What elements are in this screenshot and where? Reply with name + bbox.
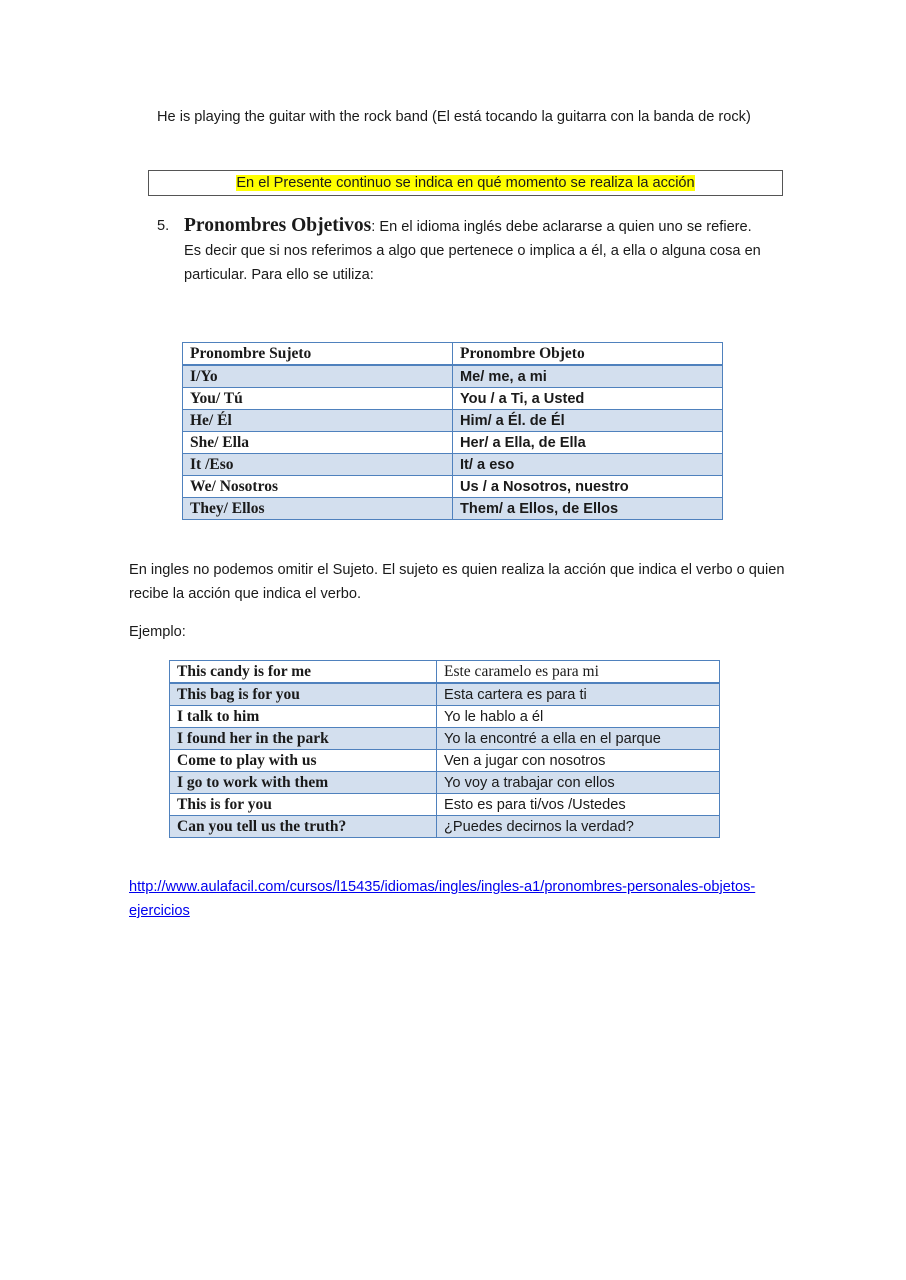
table-cell: She/ Ella <box>183 432 453 454</box>
table-cell: Him/ a Él. de Él <box>453 410 723 432</box>
section-heading: Pronombres Objetivos <box>184 215 372 236</box>
table-cell: He/ Él <box>183 410 453 432</box>
table-row <box>170 794 720 816</box>
source-link[interactable]: http://www.aulafacil.com/cursos/l15435/idiomas/ingles/ingles-a1/pronombres-personales-objetos-ejercicios <box>129 879 756 919</box>
table-cell: It/ a eso <box>453 454 723 476</box>
table-cell: Yo la encontré a ella en el parque <box>437 728 720 750</box>
table-cell: Them/ a Ellos, de Ellos <box>453 498 723 520</box>
table-cell: You / a Ti, a Usted <box>453 388 723 410</box>
table-row <box>183 498 723 520</box>
header-cell: Este caramelo es para mi <box>437 661 720 684</box>
table-cell: I talk to him <box>170 706 437 728</box>
table-cell: I found her in the park <box>170 728 437 750</box>
table-cell: We/ Nosotros <box>183 476 453 498</box>
table-cell: Ven a jugar con nosotros <box>437 750 720 772</box>
example-table <box>169 660 720 838</box>
section-paragraph <box>184 214 764 287</box>
table-cell: Esto es para ti/vos /Ustedes <box>437 794 720 816</box>
header-cell: Pronombre Sujeto <box>183 343 453 366</box>
subject-paragraph: En ingles no podemos omitir el Sujeto. El sujeto es quien realiza la acción que indica el verbo o quien recibe la acción que indica el verbo. <box>129 562 785 602</box>
table-row <box>183 476 723 498</box>
pronoun-table <box>182 342 723 520</box>
highlight-note-box <box>148 170 783 196</box>
table-row <box>183 410 723 432</box>
table-cell: I/Yo <box>183 365 453 388</box>
table-row <box>170 816 720 838</box>
intro-sentence: He is playing the guitar with the rock band (El está tocando la guitarra con la banda de rock) <box>157 109 751 125</box>
table-cell: Come to play with us <box>170 750 437 772</box>
table-header-row <box>170 661 720 684</box>
table-cell: Esta cartera es para ti <box>437 683 720 706</box>
table-cell: Her/ a Ella, de Ella <box>453 432 723 454</box>
table-cell: Can you tell us the truth? <box>170 816 437 838</box>
table-row <box>183 454 723 476</box>
table-row <box>170 750 720 772</box>
table-header-row <box>183 343 723 366</box>
example-label: Ejemplo: <box>129 624 186 640</box>
table-cell: Us / a Nosotros, nuestro <box>453 476 723 498</box>
table-cell: They/ Ellos <box>183 498 453 520</box>
header-cell: Pronombre Objeto <box>453 343 723 366</box>
highlight-note: En el Presente continuo se indica en qué momento se realiza la acción <box>236 175 695 191</box>
section-body: : En el idioma inglés debe aclararse a quien uno se refiere. Es decir que si nos referimos a algo que pertenece o implica a él, a ella o alguna cosa en particular. Para ello se utiliza: <box>184 219 761 283</box>
table-cell: I go to work with them <box>170 772 437 794</box>
table-cell: ¿Puedes decirnos la verdad? <box>437 816 720 838</box>
table-cell: You/ Tú <box>183 388 453 410</box>
table-row <box>183 432 723 454</box>
table-row <box>183 388 723 410</box>
table-row <box>170 772 720 794</box>
table-cell: Yo voy a trabajar con ellos <box>437 772 720 794</box>
table-cell: It /Eso <box>183 454 453 476</box>
table-row <box>170 706 720 728</box>
section-number: 5. <box>157 218 170 234</box>
table-row <box>170 728 720 750</box>
table-cell: Yo le hablo a él <box>437 706 720 728</box>
table-row <box>170 683 720 706</box>
table-cell: Me/ me, a mi <box>453 365 723 388</box>
table-cell: This is for you <box>170 794 437 816</box>
table-cell: This bag is for you <box>170 683 437 706</box>
table-row <box>183 365 723 388</box>
header-cell: This candy is for me <box>170 661 437 684</box>
